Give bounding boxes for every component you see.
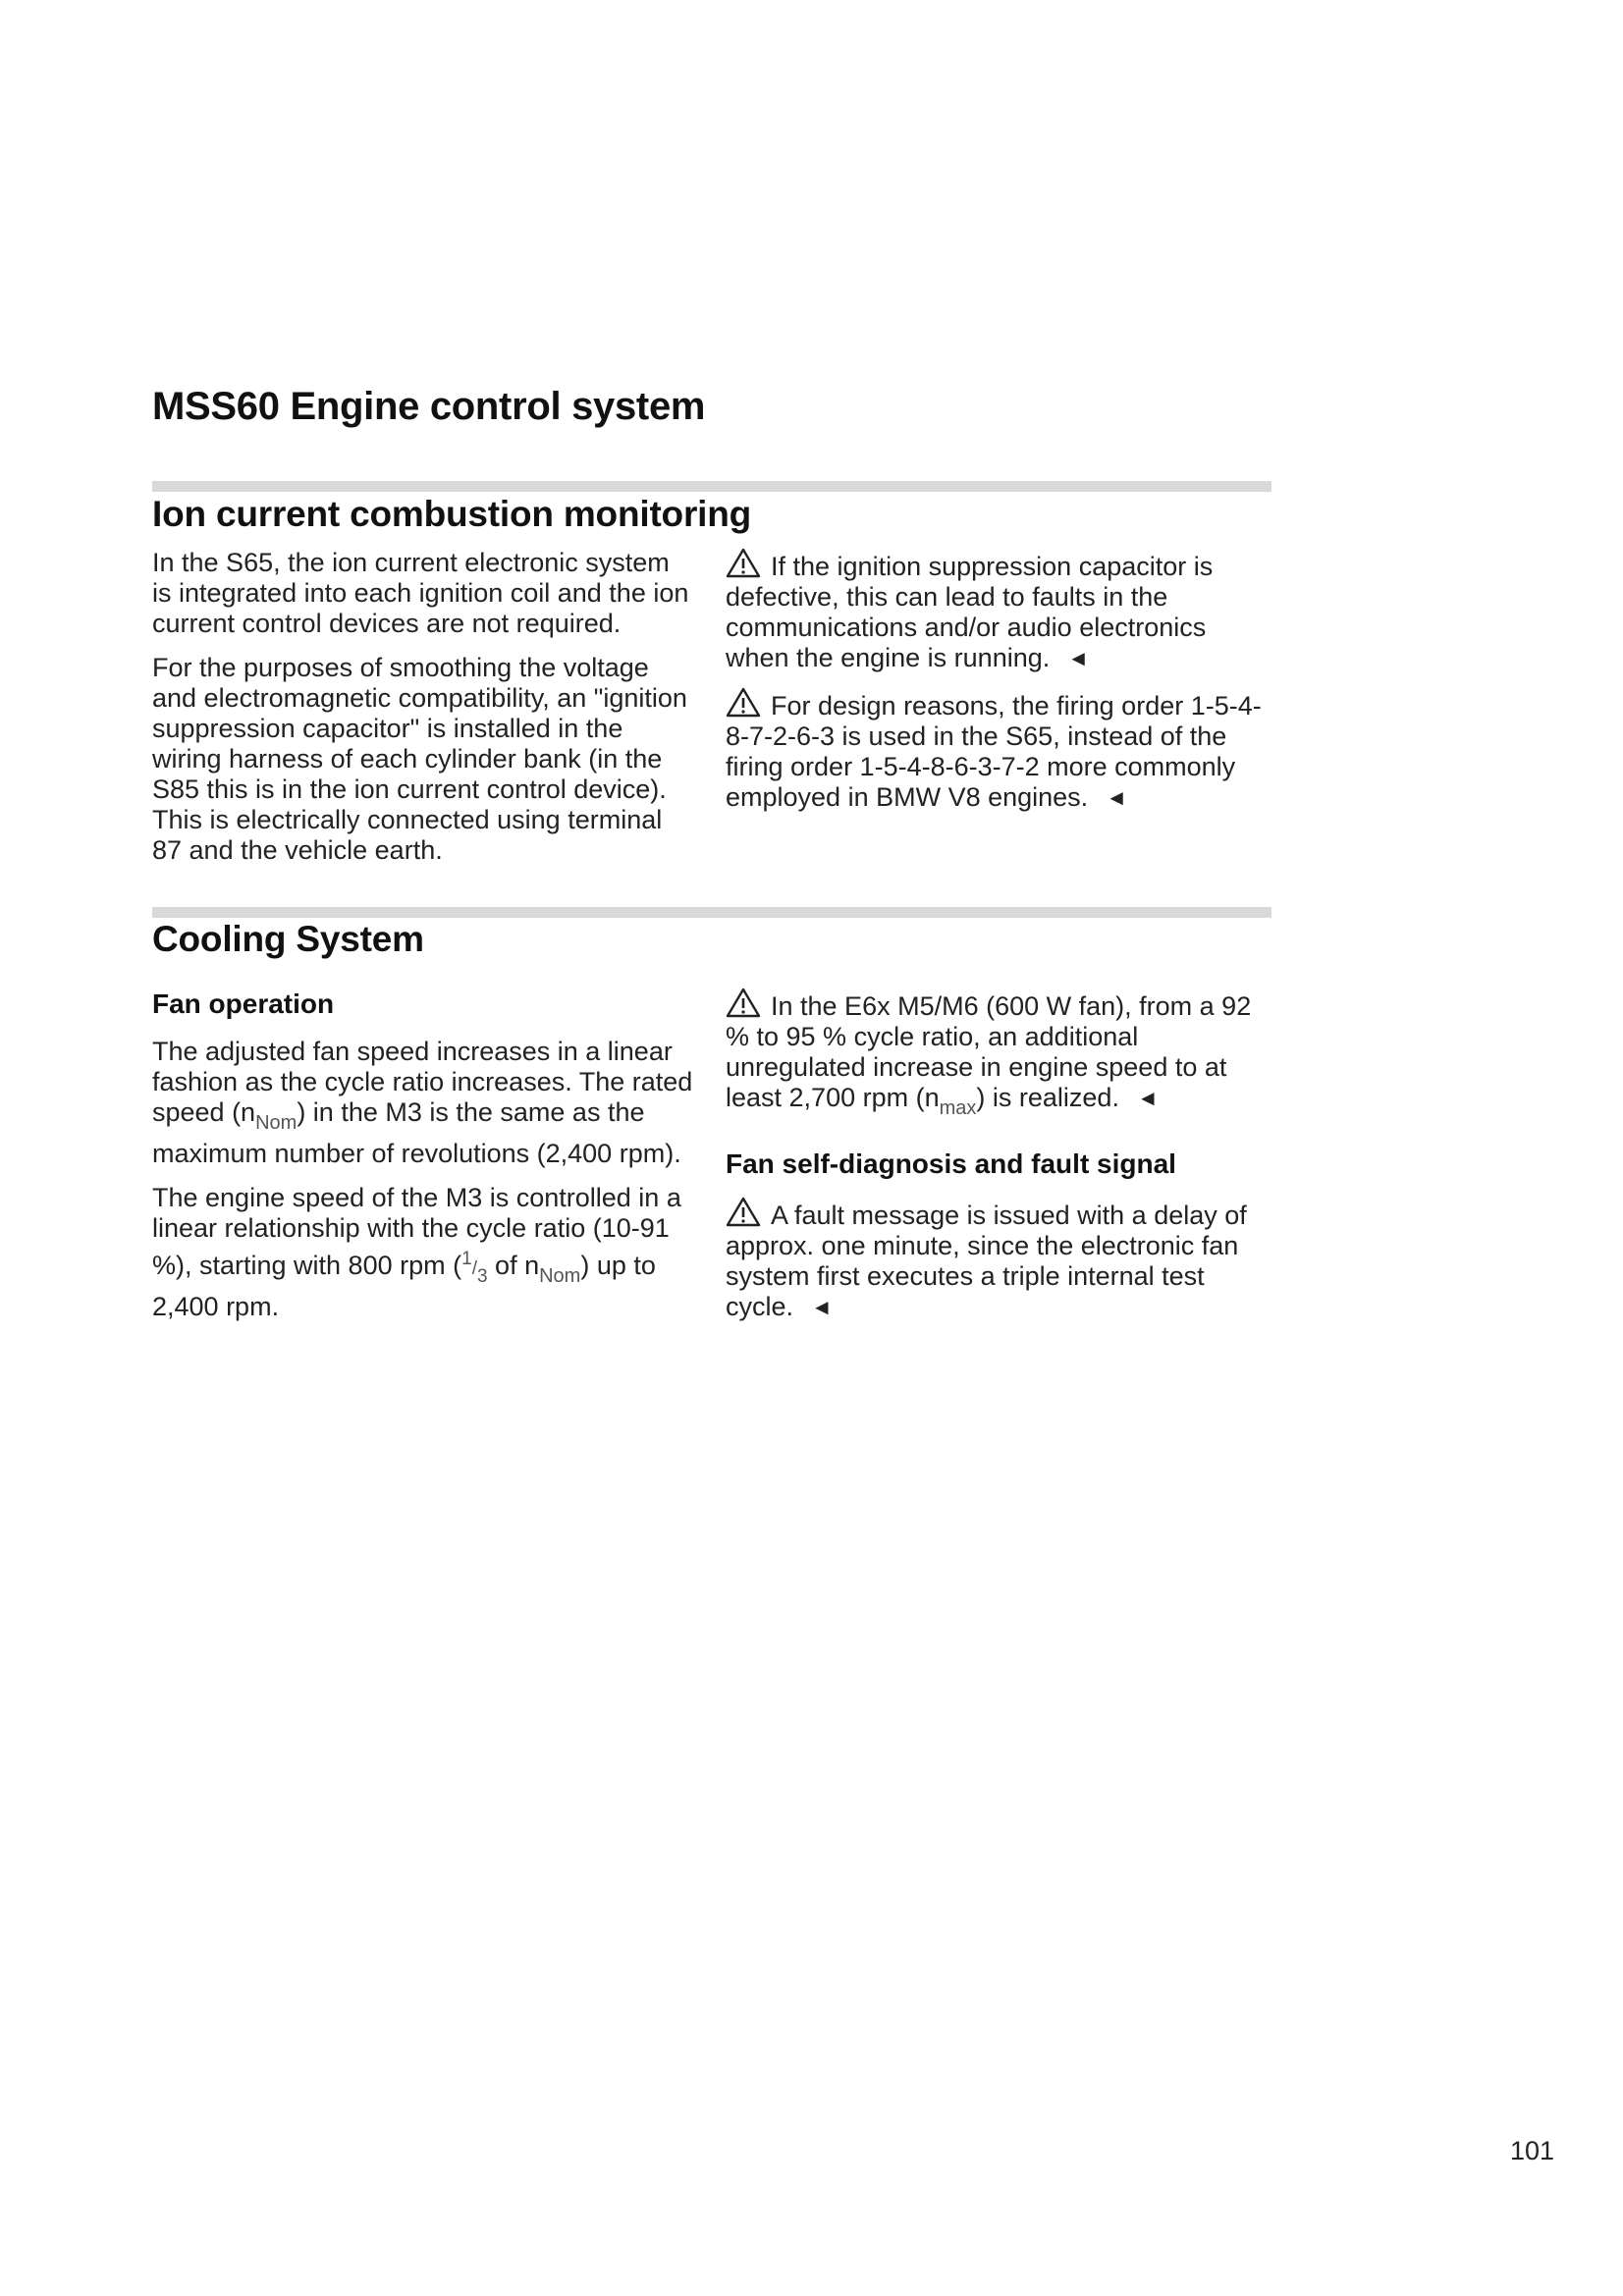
paragraph: For the purposes of smoothing the voltage and electromagnetic compatibility, an "ignition suppression capacitor" is installed in the wiring harness of each cylinder bank (in the S85 this is in the ion current control device). This is electrically connected using terminal 87 and the vehicle earth. bbox=[152, 653, 687, 865]
text-run: ) up to 2,400 rpm. bbox=[152, 1251, 656, 1321]
subscript: Nom bbox=[255, 1112, 298, 1134]
warning-triangle-icon bbox=[726, 1197, 761, 1227]
warning-note bbox=[726, 1197, 1271, 1322]
text-run: of n bbox=[487, 1251, 540, 1280]
end-marker-icon: ◄ bbox=[1067, 646, 1090, 670]
fraction bbox=[461, 1249, 488, 1287]
fraction-denominator: 3 bbox=[476, 1266, 488, 1287]
page-number: 101 bbox=[1510, 2136, 1555, 2165]
section-divider bbox=[152, 907, 1271, 918]
text-run: ) in the M3 is the same as the maximum number of revolutions (2,400 rpm). bbox=[152, 1097, 681, 1168]
note-text: In the E6x M5/M6 (600 W fan), from a 92 % to 95 % cycle ratio, an additional unregulated increase in engine speed to at least 2,700 rpm (n bbox=[726, 991, 1252, 1112]
subscript: Nom bbox=[539, 1265, 581, 1287]
warning-triangle-icon bbox=[726, 988, 761, 1018]
note-text: A fault message is issued with a delay of approx. one minute, since the electronic fan system first executes a triple internal test cycle. bbox=[726, 1201, 1247, 1321]
text-run: The adjusted fan speed increases in a linear fashion as the cycle ratio increases. The rated speed (n bbox=[152, 1037, 693, 1127]
subscript: max bbox=[939, 1097, 977, 1119]
page-title: MSS60 Engine control system bbox=[152, 385, 706, 428]
subheading-fan-operation: Fan operation bbox=[152, 988, 335, 1019]
end-marker-icon: ◄ bbox=[1106, 785, 1127, 810]
fraction-numerator: 1 bbox=[461, 1249, 472, 1269]
subheading-fan-self-diagnosis: Fan self-diagnosis and fault signal bbox=[726, 1148, 1176, 1179]
paragraph bbox=[152, 1037, 694, 1169]
section-heading-ion-current: Ion current combustion monitoring bbox=[152, 494, 752, 534]
paragraph bbox=[152, 1183, 694, 1322]
text-run: The engine speed of the M3 is controlled in a linear relationship with the cycle ratio (10-91 %), starting with 800 rpm ( bbox=[152, 1183, 681, 1280]
warning-note bbox=[726, 988, 1271, 1124]
note-text: If the ignition suppression capacitor is defective, this can lead to faults in the communications and/or audio electronics when the engine is running. bbox=[726, 552, 1214, 672]
fraction-slash: / bbox=[471, 1258, 477, 1279]
note-text: For design reasons, the firing order 1-5-4-8-7-2-6-3 is used in the S65, instead of the firing order 1-5-4-8-6-3-7-2 more commonly employed in BMW V8 engines. bbox=[726, 691, 1262, 812]
end-marker-icon: ◄ bbox=[811, 1295, 833, 1319]
warning-note bbox=[726, 687, 1271, 813]
warning-note bbox=[726, 548, 1271, 673]
warning-triangle-icon bbox=[726, 548, 761, 578]
section-divider bbox=[152, 481, 1271, 492]
cooling-right-column bbox=[726, 988, 1271, 1336]
warning-triangle-icon bbox=[726, 687, 761, 718]
ion-right-column bbox=[726, 548, 1271, 827]
end-marker-icon: ◄ bbox=[1136, 1086, 1159, 1110]
section-heading-cooling-system: Cooling System bbox=[152, 919, 424, 959]
ion-left-column bbox=[152, 548, 694, 880]
note-text: ) is realized. bbox=[976, 1083, 1119, 1112]
paragraph: In the S65, the ion current electronic system is integrated into each ignition coil and the ion current control devices are not required. bbox=[152, 548, 689, 638]
cooling-left-column bbox=[152, 988, 694, 1336]
